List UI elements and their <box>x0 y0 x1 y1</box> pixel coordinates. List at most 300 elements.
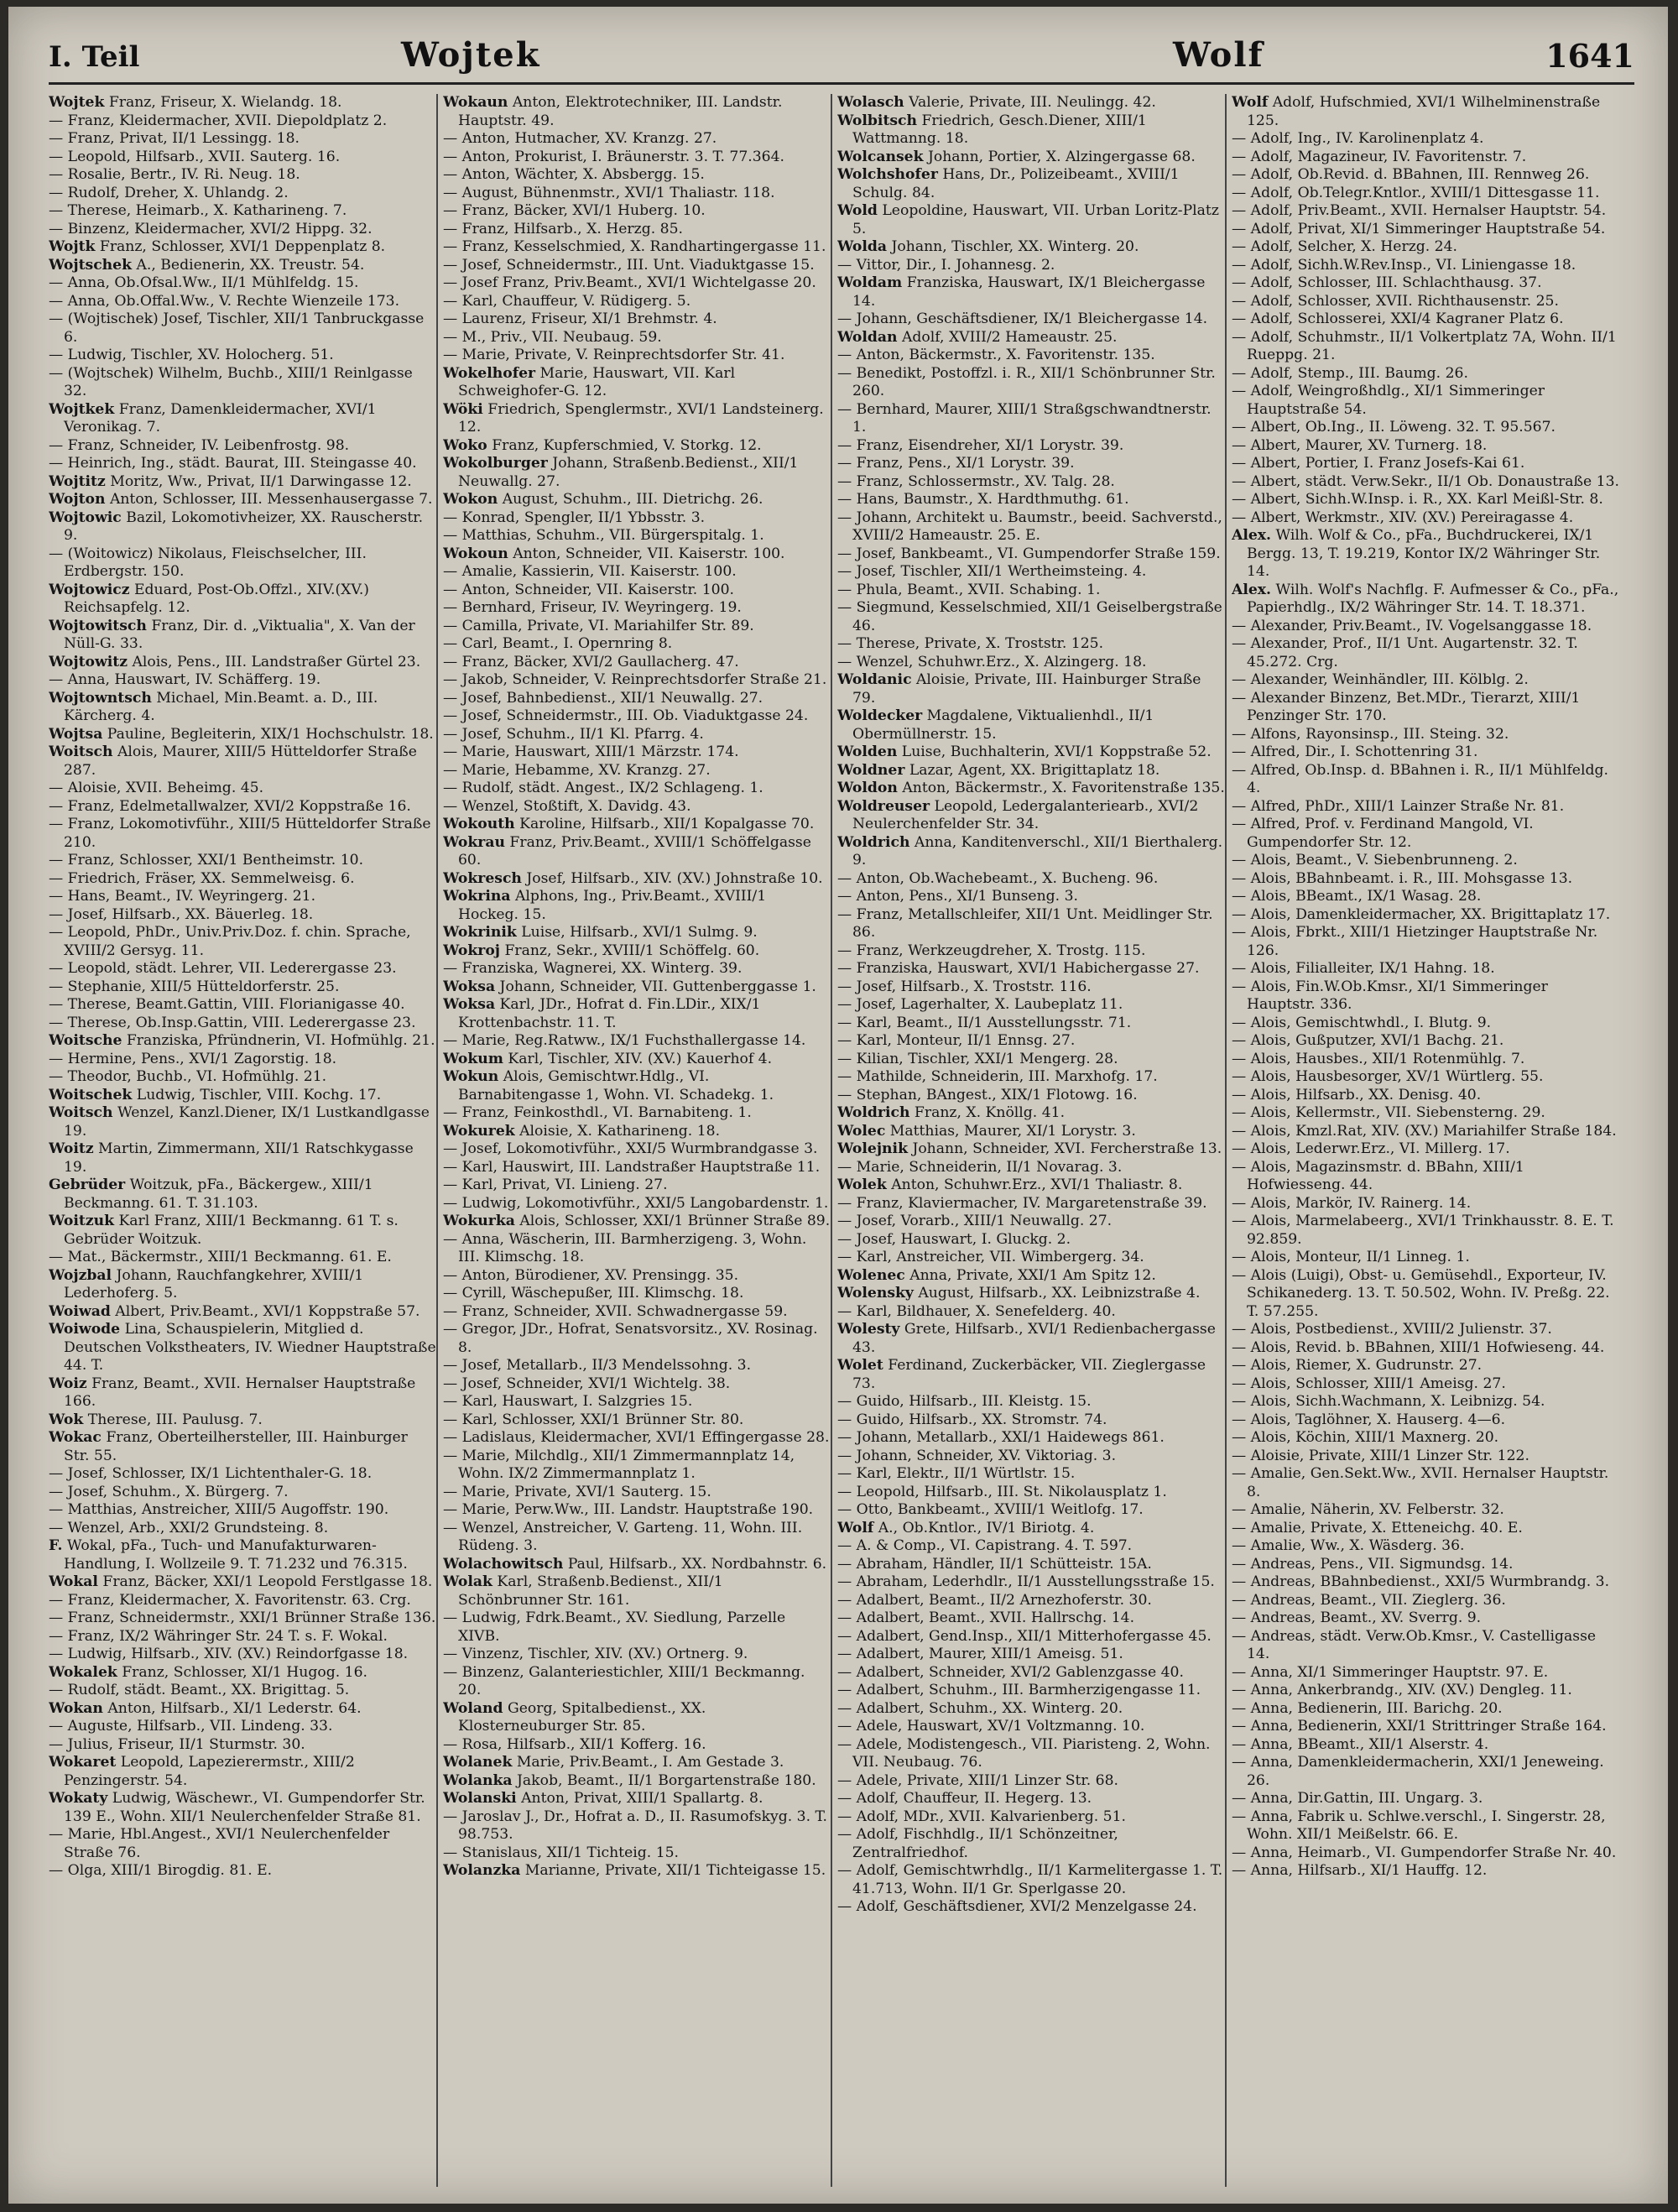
directory-entry: — Alois, Kmzl.Rat, XIV. (XV.) Mariahilfer Straße 184. <box>1232 1122 1617 1140</box>
directory-entry: — Karl, Hauswart, I. Salzgries 15. <box>443 1393 693 1410</box>
directory-entry: — Karl, Bildhauer, X. Senefelderg. 40. <box>837 1302 1116 1320</box>
directory-entry: — Hans, Beamt., IV. Weyringerg. 21. <box>49 888 316 905</box>
directory-entry: — Adalbert, Beamt., XVII. Hallrschg. 14. <box>837 1609 1135 1626</box>
directory-entry: — Adolf, Stemp., III. Baumg. 26. <box>1232 364 1468 382</box>
directory-entry: — Adolf, Priv.Beamt., XVII. Hernalser Hauptstr. 54. <box>1232 202 1607 219</box>
directory-entry: Wojtek Franz, Friseur, X. Wielandg. 18. <box>49 94 342 111</box>
directory-entry: — Albert, städt. Verw.Sekr., II/1 Ob. Donaustraße 13. <box>1232 472 1619 490</box>
directory-entry: — Franz, Schneidermstr., XXI/1 Brünner Straße 136. <box>49 1609 436 1626</box>
directory-entry: Wojtkek Franz, Damenkleidermacher, XVI/1 Veronikag. 7. <box>49 400 377 436</box>
directory-entry: — Ludwig, Lokomotivführ., XXI/5 Langobardenstr. 1. <box>443 1194 829 1212</box>
column-1 <box>49 94 438 2187</box>
directory-entry: — Adolf, Weingroßhdlg., XI/1 Simmeringer Hauptstraße 54. <box>1232 383 1545 418</box>
directory-entry: — Leopold, PhDr., Univ.Priv.Doz. f. chin. Sprache, XVIII/2 Gersyg. 11. <box>49 924 411 959</box>
directory-entry: — Karl, Monteur, II/1 Ennsg. 27. <box>837 1032 1076 1049</box>
directory-entry: — Amalie, Kassierin, VII. Kaiserstr. 100. <box>443 563 737 580</box>
directory-entry: Wok Therese, III. Paulusg. 7. <box>49 1411 263 1428</box>
directory-entry: — Hermine, Pens., XVI/1 Zagorstig. 18. <box>49 1050 337 1067</box>
directory-entry: — Stephan, BAngest., XIX/1 Flotowg. 16. <box>837 1086 1138 1103</box>
directory-entry: Wolanski Anton, Privat, XIII/1 Spallartg. 8. <box>443 1790 763 1807</box>
directory-entry: — Josef, Schneider, XVI/1 Wichtelg. 38. <box>443 1375 731 1392</box>
directory-entry: — Franz, Schlossermstr., XV. Talg. 28. <box>837 472 1115 490</box>
directory-entry: Woko Franz, Kupferschmied, V. Storkg. 12. <box>443 436 762 454</box>
directory-entry: — Ladislaus, Kleidermacher, XVI/1 Effingergasse 28. <box>443 1429 830 1446</box>
directory-entry: Wolbitsch Friedrich, Gesch.Diener, XIII/1 Wattmanng. 18. <box>837 112 1147 147</box>
directory-entry: — Alexander, Weinhändler, III. Kölblg. 2. <box>1232 671 1529 688</box>
directory-entry: — Anton, Ob.Wachebeamt., X. Bucheng. 96. <box>837 869 1159 887</box>
directory-entry: — Bernhard, Maurer, XIII/1 Straßgschwandtnerstr. 1. <box>837 400 1212 436</box>
directory-entry: — August, Bühnenmstr., XVI/1 Thaliastr. 118. <box>443 184 775 201</box>
directory-entry: — Leopold, Hilfsarb., XVII. Sauterg. 16. <box>49 148 341 165</box>
directory-entry: — Julius, Friseur, II/1 Sturmstr. 30. <box>49 1735 305 1753</box>
directory-entry: — Alois, Filialleiter, IX/1 Hahng. 18. <box>1232 960 1495 977</box>
directory-entry: — Mat., Bäckermstr., XIII/1 Beckmanng. 61. E. <box>49 1249 392 1265</box>
directory-entry: Alex. Wilh. Wolf & Co., pFa., Buchdruckerei, IX/1 Bergg. 13, T. 19.219, Kontor IX/2 Währinger Str. 14. <box>1232 527 1601 580</box>
directory-entry: — Jakob, Schneider, V. Reinprechtsdorfer Straße 21. <box>443 671 827 688</box>
directory-entry: — Karl, Privat, VI. Linieng. 27. <box>443 1176 668 1193</box>
directory-entry: — Wenzel, Schuhwr.Erz., X. Alzingerg. 18. <box>837 653 1147 670</box>
directory-entry: Wojtowicz Eduard, Post-Ob.Offzl., XIV.(XV.) Reichsapfelg. 12. <box>49 581 369 616</box>
directory-entry: — Kilian, Tischler, XXI/1 Mengerg. 28. <box>837 1050 1118 1067</box>
directory-entry: — Albert, Werkmstr., XIV. (XV.) Pereiragasse 4. <box>1232 509 1574 526</box>
directory-entry: — Franz, Schlosser, XXI/1 Bentheimstr. 10. <box>49 852 364 869</box>
directory-entry: — Alexander Binzenz, Bet.MDr., Tierarzt, XIII/1 Penzinger Str. 170. <box>1232 689 1581 724</box>
directory-entry: Wokalek Franz, Schlosser, XI/1 Hugog. 16. <box>49 1663 367 1681</box>
directory-entry: — Cyrill, Wäschepußer, III. Klimschg. 18. <box>443 1285 744 1302</box>
directory-entry: Woitz Martin, Zimmermann, XII/1 Ratschkygasse 19. <box>49 1140 414 1176</box>
directory-entry: Wokelhofer Marie, Hauswart, VII. Karl Schweighofer-G. 12. <box>443 364 736 399</box>
directory-entry: — Amalie, Ww., X. Wäsderg. 36. <box>1232 1537 1465 1554</box>
directory-entry: — (Woitowicz) Nikolaus, Fleischselcher, III. Erdbergstr. 150. <box>49 545 367 580</box>
directory-entry: Wolejnik Johann, Schneider, XVI. Fercherstraße 13. <box>837 1140 1222 1157</box>
directory-entry: — Anna, BBeamt., XII/1 Alserstr. 4. <box>1232 1735 1489 1753</box>
directory-entry: — Wenzel, Arb., XXI/2 Grundsteing. 8. <box>49 1519 329 1536</box>
directory-entry: — Rudolf, Dreher, X. Uhlandg. 2. <box>49 184 289 201</box>
directory-entry: — Andreas, BBahnbedienst., XXI/5 Wurmbrandg. 3. <box>1232 1573 1610 1590</box>
directory-entry: — Franz, Kleidermacher, X. Favoritenstr. 63. Crg. <box>49 1591 411 1609</box>
directory-entry: — Anna, Hauswart, IV. Schäfferg. 19. <box>49 671 321 688</box>
directory-entry: — Johann, Geschäftsdiener, IX/1 Bleichergasse 14. <box>837 310 1208 327</box>
directory-entry: — Laurenz, Friseur, XI/1 Brehmstr. 4. <box>443 310 717 327</box>
directory-entry: — Konrad, Spengler, II/1 Ybbsstr. 3. <box>443 509 706 526</box>
directory-entry: — Franz, Feinkosthdl., VI. Barnabiteng. 1. <box>443 1104 752 1121</box>
directory-entry: — Anna, Hilfsarb., XI/1 Hauffg. 12. <box>1232 1862 1488 1879</box>
directory-entry: — Wenzel, Anstreicher, V. Garteng. 11, Wohn. III. Rüdeng. 3. <box>443 1519 803 1554</box>
directory-entry: — Marie, Private, V. Reinprechtsdorfer Str. 41. <box>443 347 785 363</box>
directory-entry: Wolet Ferdinand, Zuckerbäcker, VII. Zieglergasse 73. <box>837 1357 1206 1392</box>
directory-entry: — Alois, Hilfsarb., XX. Denisg. 40. <box>1232 1086 1482 1103</box>
directory-entry: — Josef, Lagerhalter, X. Laubeplatz 11. <box>837 996 1123 1013</box>
directory-entry: — Anton, Pens., XI/1 Bunseng. 3. <box>837 888 1079 905</box>
directory-entry: Wolensky August, Hilfsarb., XX. Leibnizstraße 4. <box>837 1285 1201 1302</box>
directory-entry: — Anna, Ankerbrandg., XIV. (XV.) Dengleg. 11. <box>1232 1682 1572 1698</box>
directory-entry: — Alois, Monteur, II/1 Linneg. 1. <box>1232 1249 1470 1265</box>
directory-entry: — Anna, Dir.Gattin, III. Ungarg. 3. <box>1232 1790 1483 1807</box>
directory-entry: Woiwad Albert, Priv.Beamt., XVI/1 Koppstraße 57. <box>49 1302 420 1320</box>
directory-entry: — Adolf, Selcher, X. Herzg. 24. <box>1232 238 1458 255</box>
directory-entry: — (Wojtschek) Wilhelm, Buchb., XIII/1 Reinlgasse 32. <box>49 364 413 399</box>
directory-entry: — Karl, Beamt., II/1 Ausstellungsstr. 71. <box>837 1014 1132 1031</box>
directory-entry: — Franziska, Wagnerei, XX. Winterg. 39. <box>443 960 743 977</box>
directory-entry: — Alois, BBeamt., IX/1 Wasag. 28. <box>1232 888 1482 905</box>
directory-entry: — Andreas, städt. Verw.Ob.Kmsr., V. Castelligasse 14. <box>1232 1627 1597 1662</box>
column-2 <box>443 94 832 2187</box>
last-keyword: Wolf <box>1173 35 1264 75</box>
directory-entry: — Franz, Lokomotivführ., XIII/5 Hütteldorfer Straße 210. <box>49 816 431 851</box>
directory-entry: — Alois, Beamt., V. Siebenbrunneng. 2. <box>1232 852 1518 869</box>
directory-entry: — Guido, Hilfsarb., XX. Stromstr. 74. <box>837 1411 1107 1428</box>
directory-entry: — Marie, Schneiderin, II/1 Novarag. 3. <box>837 1158 1123 1176</box>
directory-entry: Wolf A., Ob.Kntlor., IV/1 Biriotg. 4. <box>837 1519 1095 1536</box>
directory-entry: — Rosalie, Bertr., IV. Ri. Neug. 18. <box>49 166 300 183</box>
directory-entry: — Wenzel, Stoßtift, X. Davidg. 43. <box>443 797 691 815</box>
directory-entry: Wokrinik Luise, Hilfsarb., XVI/1 Sulmg. 9. <box>443 924 758 941</box>
directory-entry: Woitsche Franziska, Pfründnerin, VI. Hofmühlg. 21. <box>49 1032 435 1049</box>
directory-entry: — Binzenz, Galanteriestichler, XIII/1 Beckmanng. 20. <box>443 1663 805 1698</box>
column-3 <box>837 94 1227 2187</box>
directory-entry: — Alexander, Prof., II/1 Unt. Augartenstr. 32. T. 45.272. Crg. <box>1232 635 1578 670</box>
directory-entry: Woiwode Lina, Schauspielerin, Mitglied d. Deutschen Volkstheaters, IV. Wiedner Hauptstraße 44. T. <box>49 1321 436 1374</box>
directory-entry: — Josef, Schneidermstr., III. Unt. Viaduktgasse 15. <box>443 256 815 274</box>
directory-entry: — Alfons, Rayonsinsp., III. Steing. 32. <box>1232 725 1509 743</box>
directory-entry: — Alois, Damenkleidermacher, XX. Brigittaplatz 17. <box>1232 905 1611 923</box>
directory-entry: Wokresch Josef, Hilfsarb., XIV. (XV.) Johnstraße 10. <box>443 869 823 887</box>
directory-entry: — Guido, Hilfsarb., III. Kleistg. 15. <box>837 1393 1092 1410</box>
directory-entry: — Karl, Anstreicher, VII. Wimbergerg. 34. <box>837 1249 1144 1265</box>
directory-entry: Woldreuser Leopold, Ledergalanteriearb., XVI/2 Neulerchenfelder Str. 34. <box>837 797 1199 832</box>
directory-entry: — Alois, Riemer, X. Gudrunstr. 27. <box>1232 1357 1483 1374</box>
directory-entry: — Rudolf, städt. Angest., IX/2 Schlageng. 1. <box>443 780 763 796</box>
directory-entry: — Alois, BBahnbeamt. i. R., III. Mohsgasse 13. <box>1232 869 1573 887</box>
directory-entry: — Adolf, Sichh.W.Rev.Insp., VI. Liniengasse 18. <box>1232 256 1576 274</box>
directory-entry: Woldam Franziska, Hauswart, IX/1 Bleichergasse 14. <box>837 274 1206 310</box>
directory-entry: — Carl, Beamt., I. Opernring 8. <box>443 635 673 652</box>
directory-entry: — Andreas, Beamt., VII. Zieglerg. 36. <box>1232 1591 1506 1609</box>
directory-entry: — Anna, Ob.Ofsal.Ww., II/1 Mühlfeldg. 15. <box>49 274 359 291</box>
directory-entry: Woldecker Magdalene, Viktualienhdl., II/1 Obermüllnerstr. 15. <box>837 707 1154 743</box>
directory-entry: — Anton, Bäckermstr., X. Favoritenstr. 135. <box>837 347 1155 363</box>
directory-entry: — Amalie, Private, X. Etteneichg. 40. E. <box>1232 1519 1523 1536</box>
directory-entry: Woldon Anton, Bäckermstr., X. Favoritenstraße 135. <box>837 780 1225 796</box>
directory-entry: — Adolf, Chauffeur, II. Hegerg. 13. <box>837 1790 1092 1807</box>
directory-entry: Wöki Friedrich, Spenglermstr., XVI/1 Landsteinerg. 12. <box>443 400 824 436</box>
directory-entry: — Therese, Beamt.Gattin, VIII. Florianigasse 40. <box>49 996 405 1013</box>
directory-entry: Wokaty Ludwig, Wäschewr., VI. Gumpendorfer Str. 139 E., Wohn. XII/1 Neulerchenfelder Straße 81. <box>49 1790 425 1825</box>
directory-entry: Wokrina Alphons, Ing., Priv.Beamt., XVIII/1 Hockeg. 15. <box>443 888 767 923</box>
directory-page <box>8 7 1668 2204</box>
directory-entry: — Josef, Schuhm., II/1 Kl. Pfarrg. 4. <box>443 725 704 743</box>
directory-entry: — Anna, Ob.Offal.Ww., V. Rechte Wienzeile 173. <box>49 292 400 310</box>
directory-entry: — Alois, Revid. b. BBahnen, XIII/1 Hofwieseng. 44. <box>1232 1338 1605 1356</box>
directory-entry: — Adalbert, Gend.Insp., XII/1 Mitterhofergasse 45. <box>837 1627 1212 1645</box>
directory-entry: — Alois, Marmelabeerg., XVI/1 Trinkhausstr. 8. E. T. 92.859. <box>1232 1213 1614 1248</box>
directory-entry: — Karl, Elektr., II/1 Würtlstr. 15. <box>837 1465 1076 1482</box>
directory-entry: Wolak Karl, Straßenb.Bedienst., XII/1 Schönbrunner Str. 161. <box>443 1573 723 1609</box>
directory-entry: — Marie, Perw.Ww., III. Landstr. Hauptstraße 190. <box>443 1501 814 1518</box>
directory-entry: Gebrüder Woitzuk, pFa., Bäckergew., XIII/1 Beckmanng. 61. T. 31.103. <box>49 1176 373 1212</box>
directory-entry: Wolchshofer Hans, Dr., Polizeibeamt., XVIII/1 Schulg. 84. <box>837 166 1180 201</box>
directory-entry: — Franz, Werkzeugdreher, X. Trostg. 115. <box>837 942 1146 959</box>
directory-entry: — Alois, Markör, IV. Rainerg. 14. <box>1232 1194 1472 1212</box>
directory-entry: — Johann, Schneider, XV. Viktoriag. 3. <box>837 1447 1117 1464</box>
directory-entry: — Ludwig, Hilfsarb., XIV. (XV.) Reindorfgasse 18. <box>49 1646 409 1662</box>
directory-entry: — Anton, Schneider, VII. Kaiserstr. 100. <box>443 581 734 598</box>
directory-entry: — Vinzenz, Tischler, XIV. (XV.) Ortnerg. 9. <box>443 1646 748 1662</box>
directory-entry: — Leopold, städt. Lehrer, VII. Lederergasse 23. <box>49 960 397 977</box>
directory-entry: Wojton Anton, Schlosser, III. Messenhausergasse 7. <box>49 491 433 508</box>
directory-entry: Woitsch Alois, Maurer, XIII/5 Hütteldorfer Straße 287. <box>49 743 417 779</box>
directory-entry: — Stanislaus, XII/1 Tichteig. 15. <box>443 1844 680 1861</box>
directory-entry: — Adolf, Gemischtwrhdlg., II/1 Karmelitergasse 1. T. 41.713, Wohn. II/1 Gr. Sperlgasse 20. <box>837 1862 1223 1897</box>
directory-entry: — Aloisie, Private, XIII/1 Linzer Str. 122. <box>1232 1447 1529 1464</box>
directory-entry: Wolf Adolf, Hufschmied, XVI/1 Wilhelminenstraße 125. <box>1232 94 1601 129</box>
directory-entry: Alex. Wilh. Wolf's Nachflg. F. Aufmesser & Co., pFa., Papierhdlg., IX/2 Währinger Str. 14. T. 18.371. <box>1232 581 1619 616</box>
columns <box>49 94 1634 2187</box>
directory-entry: — Gregor, JDr., Hofrat, Senatsvorsitz., XV. Rosinag. 8. <box>443 1321 818 1356</box>
directory-entry: — Alfred, Ob.Insp. d. BBahnen i. R., II/1 Mühlfeldg. 4. <box>1232 761 1608 796</box>
directory-entry: — M., Priv., VII. Neubaug. 59. <box>443 328 662 346</box>
directory-entry: — Auguste, Hilfsarb., VII. Lindeng. 33. <box>49 1718 333 1735</box>
directory-entry: Woldan Adolf, XVIII/2 Hameaustr. 25. <box>837 328 1118 346</box>
directory-entry: — Alois, Gemischtwhdl., I. Blutg. 9. <box>1232 1014 1492 1031</box>
directory-entry: — Anna, Bedienerin, III. Barichg. 20. <box>1232 1699 1503 1717</box>
directory-entry: — Theodor, Buchb., VI. Hofmühlg. 21. <box>49 1068 327 1085</box>
directory-entry: Wojtschek A., Bedienerin, XX. Treustr. 54. <box>49 256 365 274</box>
directory-entry: — Marie, Hauswart, XIII/1 Märzstr. 174. <box>443 743 739 760</box>
directory-entry: — Franz, Eisendreher, XI/1 Lorystr. 39. <box>837 436 1124 454</box>
directory-entry: Wokurka Alois, Schlosser, XXI/1 Brünner Straße 89. <box>443 1213 831 1229</box>
directory-entry: — Alois, Postbedienst., XVIII/2 Julienstr. 37. <box>1232 1321 1552 1338</box>
directory-entry: — Amalie, Näherin, XV. Felberstr. 32. <box>1232 1501 1504 1518</box>
directory-entry: Wojtsa Pauline, Begleiterin, XIX/1 Hochschulstr. 18. <box>49 725 434 743</box>
directory-entry: — Adolf, Ing., IV. Karolinenplatz 4. <box>1232 130 1484 147</box>
directory-entry: — Abraham, Lederhdlr., II/1 Ausstellungsstraße 15. <box>837 1573 1215 1590</box>
directory-entry: Wokurek Aloisie, X. Katharineng. 18. <box>443 1122 721 1140</box>
directory-entry: — Alfred, PhDr., XIII/1 Lainzer Straße Nr. 81. <box>1232 797 1565 815</box>
directory-entry: — Marie, Hebamme, XV. Kranzg. 27. <box>443 761 711 779</box>
directory-entry: — Bernhard, Friseur, IV. Weyringerg. 19. <box>443 599 742 616</box>
directory-entry: — Adalbert, Schneider, XVI/2 Gablenzgasse 40. <box>837 1663 1184 1681</box>
directory-entry: — Josef Franz, Priv.Beamt., XVI/1 Wichtelgasse 20. <box>443 274 816 291</box>
directory-entry: — Adolf, Schlosser, III. Schlachthausg. 37. <box>1232 274 1542 291</box>
directory-entry: — Alois, Fbrkt., XIII/1 Hietzinger Hauptstraße Nr. 126. <box>1232 924 1598 959</box>
directory-entry: — Marie, Private, XVI/1 Sauterg. 15. <box>443 1483 711 1500</box>
directory-entry: — Therese, Private, X. Troststr. 125. <box>837 635 1104 652</box>
directory-entry: — Alois, Schlosser, XIII/1 Ameisg. 27. <box>1232 1375 1506 1392</box>
directory-entry: — Therese, Ob.Insp.Gattin, VIII. Lederergasse 23. <box>49 1014 416 1031</box>
directory-entry: — Adolf, Magazineur, IV. Favoritenstr. 7. <box>1232 148 1527 165</box>
directory-entry: — Benedikt, Postoffzl. i. R., XII/1 Schönbrunner Str. 260. <box>837 364 1216 399</box>
directory-entry: — Anna, Bedienerin, XXI/1 Strittringer Straße 164. <box>1232 1718 1607 1735</box>
directory-entry: — Josef, Hilfsarb., X. Troststr. 116. <box>837 978 1092 995</box>
directory-entry: — Alexander, Priv.Beamt., IV. Vogelsanggasse 18. <box>1232 617 1592 634</box>
directory-entry: — Stephanie, XIII/5 Hütteldorferstr. 25. <box>49 978 340 995</box>
directory-entry: Wokon August, Schuhm., III. Dietrichg. 26. <box>443 491 763 508</box>
directory-entry: Woldanic Aloisie, Private, III. Hainburger Straße 79. <box>837 671 1201 707</box>
directory-entry: Woitschek Ludwig, Tischler, VIII. Kochg. 17. <box>49 1086 382 1103</box>
directory-entry: — Franziska, Hauswart, XVI/1 Habichergasse 27. <box>837 960 1200 977</box>
directory-entry: — Marie, Hbl.Angest., XVI/1 Neulerchenfelder Straße 76. <box>49 1826 390 1861</box>
directory-entry: — Rudolf, städt. Beamt., XX. Brigittag. 5. <box>49 1682 350 1698</box>
directory-entry: Wolenec Anna, Private, XXI/1 Am Spitz 12. <box>837 1266 1156 1284</box>
directory-entry: — Josef, Bahnbedienst., XII/1 Neuwallg. 27. <box>443 689 763 707</box>
directory-entry: — Adalbert, Beamt., II/2 Arnezhoferstr. 30. <box>837 1591 1152 1609</box>
directory-entry: Wojtowitsch Franz, Dir. d. „Viktualia", X. Van der Nüll-G. 33. <box>49 617 415 652</box>
directory-entry: Wolec Matthias, Maurer, XI/1 Lorystr. 3. <box>837 1122 1136 1140</box>
directory-entry: — Franz, Schneider, XVII. Schwadnergasse 59. <box>443 1302 788 1320</box>
directory-entry: — Abraham, Händler, II/1 Schütteistr. 15A. <box>837 1555 1152 1573</box>
directory-entry: Wolanka Jakob, Beamt., II/1 Borgartenstraße 180. <box>443 1771 816 1789</box>
directory-entry: — Franz, Bäcker, XVI/2 Gaullacherg. 47. <box>443 653 739 670</box>
directory-entry: — A. & Comp., VI. Capistrang. 4. T. 597. <box>837 1537 1133 1554</box>
directory-entry: Woldrich Anna, Kanditenverschl., XII/1 Bierthalerg. 9. <box>837 833 1223 869</box>
directory-entry: — Adele, Hauswart, XV/1 Voltzmanng. 10. <box>837 1718 1145 1735</box>
directory-entry: Woldrich Franz, X. Knöllg. 41. <box>837 1104 1066 1121</box>
directory-entry: — Franz, Privat, II/1 Lessingg. 18. <box>49 130 300 147</box>
directory-entry: — Alois, Lederwr.Erz., VI. Millerg. 17. <box>1232 1140 1510 1157</box>
directory-entry: — Adolf, MDr., XVII. Kalvarienberg. 51. <box>837 1808 1126 1825</box>
directory-entry: — Johann, Metallarb., XXI/1 Haidewegs 861. <box>837 1429 1165 1446</box>
directory-entry: Woitsch Wenzel, Kanzl.Diener, IX/1 Lustkandlgasse 19. <box>49 1104 430 1140</box>
directory-entry: — Adalbert, Schuhm., III. Barmherzigengasse 11. <box>837 1682 1201 1698</box>
directory-entry: — Therese, Heimarb., X. Katharineng. 7. <box>49 202 347 219</box>
directory-entry: — Phula, Beamt., XVII. Schabing. 1. <box>837 581 1101 598</box>
directory-entry: — Josef, Vorarb., XIII/1 Neuwallg. 27. <box>837 1213 1113 1229</box>
directory-entry: — Albert, Portier, I. Franz Josefs-Kai 61. <box>1232 455 1525 472</box>
directory-entry: Woiz Franz, Beamt., XVII. Hernalser Hauptstraße 166. <box>49 1375 416 1410</box>
directory-entry: Wojzbal Johann, Rauchfangkehrer, XVIII/1 Lederhoferg. 5. <box>49 1266 364 1302</box>
directory-entry: — Binzenz, Kleidermacher, XVI/2 Hippg. 32. <box>49 220 373 237</box>
directory-entry: — Matthias, Anstreicher, XIII/5 Augoffstr. 190. <box>49 1501 389 1518</box>
first-keyword: Wojtek <box>401 35 541 75</box>
directory-entry: Wojtk Franz, Schlosser, XVI/1 Deppenplatz 8. <box>49 238 386 255</box>
directory-entry: — Josef, Schlosser, IX/1 Lichtenthaler-G. 18. <box>49 1465 373 1482</box>
directory-entry: Wokoun Anton, Schneider, VII. Kaiserstr. 100. <box>443 545 785 562</box>
directory-entry: Woitzuk Karl Franz, XIII/1 Beckmanng. 61 T. s. Gebrüder Woitzuk. <box>49 1213 399 1248</box>
directory-entry: — Adolf, Ob.Telegr.Kntlor., XVIII/1 Dittesgasse 11. <box>1232 184 1600 201</box>
directory-entry: Wokun Alois, Gemischtwr.Hdlg., VI. Barnabitengasse 1, Wohn. VI. Schadekg. 1. <box>443 1068 774 1103</box>
directory-entry: Wolcansek Johann, Portier, X. Alzingergasse 68. <box>837 148 1196 165</box>
directory-entry: — Amalie, Gen.Sekt.Ww., XVII. Hernalser Hauptstr. 8. <box>1232 1465 1609 1500</box>
directory-entry: — Franz, Klaviermacher, IV. Margaretenstraße 39. <box>837 1194 1207 1212</box>
directory-entry: Wokal Franz, Bäcker, XXI/1 Leopold Ferstlgasse 18. <box>49 1573 433 1590</box>
directory-entry: Wokum Karl, Tischler, XIV. (XV.) Kauerhof 4. <box>443 1050 773 1067</box>
directory-entry: Wojtowitz Alois, Pens., III. Landstraßer Gürtel 23. <box>49 653 421 670</box>
directory-entry: Wojtitz Moritz, Ww., Privat, II/1 Darwingasse 12. <box>49 472 412 490</box>
directory-entry: — Alois, Taglöhner, X. Hauserg. 4—6. <box>1232 1411 1506 1428</box>
directory-entry: — Josef, Hauswart, I. Gluckg. 2. <box>837 1230 1071 1248</box>
directory-entry: — Alois, Kellermstr., VII. Siebensterng. 29. <box>1232 1104 1545 1121</box>
directory-entry: — Alfred, Prof. v. Ferdinand Mangold, VI. Gumpendorfer Str. 12. <box>1232 816 1534 851</box>
directory-entry: — Franz, Metallschleifer, XII/1 Unt. Meidlinger Str. 86. <box>837 905 1213 941</box>
directory-entry: F. Wokal, pFa., Tuch- und Manufakturwaren-Handlung, I. Wollzeile 9. T. 71.232 und 76.315. <box>49 1537 408 1573</box>
directory-entry: Woldner Lazar, Agent, XX. Brigittaplatz 18. <box>837 761 1160 779</box>
directory-entry: Wojtowntsch Michael, Min.Beamt. a. D., III. Kärcherg. 4. <box>49 689 378 724</box>
directory-entry: — Alois, Hausbesorger, XV/1 Würtlerg. 55. <box>1232 1068 1544 1085</box>
page-header <box>49 32 1634 85</box>
directory-entry: Wolasch Valerie, Private, III. Neulingg. 42. <box>837 94 1156 111</box>
directory-entry: Wokan Anton, Hilfsarb., XI/1 Lederstr. 64. <box>49 1699 362 1717</box>
directory-entry: Wolesty Grete, Hilfsarb., XVI/1 Redienbachergasse 43. <box>837 1321 1216 1356</box>
directory-entry: — Josef, Lokomotivführ., XXI/5 Wurmbrandgasse 3. <box>443 1140 818 1157</box>
directory-entry: — Marie, Reg.Ratww., IX/1 Fuchsthallergasse 14. <box>443 1032 806 1049</box>
directory-entry: — Anton, Bürodiener, XV. Prensingg. 35. <box>443 1266 739 1284</box>
page-number: 1641 <box>1545 37 1634 75</box>
directory-entry: — Alois, Fin.W.Ob.Kmsr., XI/1 Simmeringer Hauptstr. 336. <box>1232 978 1548 1013</box>
directory-entry: — Siegmund, Kesselschmied, XII/1 Geiselbergstraße 46. <box>837 599 1222 634</box>
directory-entry: — Adolf, Ob.Revid. d. BBahnen, III. Rennweg 26. <box>1232 166 1590 183</box>
directory-entry: Wolanzka Marianne, Private, XII/1 Tichteigasse 15. <box>443 1862 826 1879</box>
directory-entry: — Josef, Bankbeamt., VI. Gumpendorfer Straße 159. <box>837 545 1221 562</box>
directory-entry: — (Wojtischek) Josef, Tischler, XII/1 Tanbruckgasse 6. <box>49 310 425 346</box>
directory-entry: — Jaroslav J., Dr., Hofrat a. D., II. Rasumofskyg. 3. T. 98.753. <box>443 1808 827 1843</box>
directory-entry: — Marie, Milchdlg., XII/1 Zimmermannplatz 14, Wohn. IX/2 Zimmermannplatz 1. <box>443 1447 795 1482</box>
directory-entry: — Karl, Chauffeur, V. Rüdigerg. 5. <box>443 292 691 310</box>
directory-entry: Wolek Anton, Schuhwr.Erz., XVI/1 Thaliastr. 8. <box>837 1176 1183 1193</box>
directory-entry: Wokaret Leopold, Lapezierermstr., XIII/2 Penzingerstr. 54. <box>49 1754 355 1789</box>
directory-entry: — Camilla, Private, VI. Mariahilfer Str. 89. <box>443 617 754 634</box>
directory-entry: — Josef, Schuhm., X. Bürgerg. 7. <box>49 1483 289 1500</box>
directory-entry: — Anna, Heimarb., VI. Gumpendorfer Straße Nr. 40. <box>1232 1844 1617 1861</box>
directory-entry: — Adalbert, Maurer, XIII/1 Ameisg. 51. <box>837 1646 1123 1662</box>
directory-entry: Wold Leopoldine, Hauswart, VII. Urban Loritz-Platz 5. <box>837 202 1219 237</box>
directory-entry: — Vittor, Dir., I. Johannesg. 2. <box>837 256 1055 274</box>
directory-entry: — Olga, XIII/1 Birogdig. 81. E. <box>49 1862 273 1879</box>
directory-entry: — Alfred, Dir., I. Schottenring 31. <box>1232 743 1478 760</box>
directory-entry: — Adolf, Fischhdlg., II/1 Schönzeitner, Zentralfriedhof. <box>837 1826 1118 1861</box>
directory-entry: — Anton, Prokurist, I. Bräunerstr. 3. T. 77.364. <box>443 148 785 165</box>
directory-entry: — Otto, Bankbeamt., XVIII/1 Weitlofg. 17. <box>837 1501 1144 1518</box>
column-4 <box>1232 94 1619 2187</box>
directory-entry: Woksa Karl, JDr., Hofrat d. Fin.LDir., XIX/1 Krottenbachstr. 11. T. <box>443 996 761 1031</box>
directory-entry: — Friedrich, Fräser, XX. Semmelweisg. 6. <box>49 869 355 887</box>
directory-entry: Wokac Franz, Oberteilhersteller, III. Hainburger Str. 55. <box>49 1429 408 1464</box>
directory-entry: — Andreas, Pens., VII. Sigmundsg. 14. <box>1232 1555 1514 1573</box>
directory-entry: — Andreas, Beamt., XV. Sverrg. 9. <box>1232 1609 1482 1626</box>
directory-entry: — Adolf, Schlosser, XVII. Richthausenstr. 25. <box>1232 292 1559 310</box>
directory-entry: — Adolf, Geschäftsdiener, XVI/2 Menzelgasse 24. <box>837 1898 1197 1915</box>
directory-entry: — Franz, Pens., XI/1 Lorystr. 39. <box>837 455 1075 472</box>
directory-entry: — Hans, Baumstr., X. Hardthmuthg. 61. <box>837 491 1129 508</box>
directory-entry: — Adalbert, Schuhm., XX. Winterg. 20. <box>837 1699 1123 1717</box>
directory-entry: — Alois, Sichh.Wachmann, X. Leibnizg. 54. <box>1232 1393 1545 1410</box>
directory-entry: — Ludwig, Fdrk.Beamt., XV. Siedlung, Parzelle XIVB. <box>443 1609 786 1645</box>
directory-entry: — Leopold, Hilfsarb., III. St. Nikolausplatz 1. <box>837 1483 1167 1500</box>
directory-entry: — Josef, Tischler, XII/1 Wertheimsteing. 4. <box>837 563 1147 580</box>
directory-entry: — Anton, Hutmacher, XV. Kranzg. 27. <box>443 130 717 147</box>
directory-entry: — Anna, Damenkleidermacherin, XXI/1 Jeneweing. 26. <box>1232 1754 1604 1789</box>
directory-entry: — Franz, IX/2 Währinger Str. 24 T. s. F. Wokal. <box>49 1627 388 1645</box>
directory-entry: — Anton, Wächter, X. Absbergg. 15. <box>443 166 705 183</box>
directory-entry: — Karl, Hauswirt, III. Landstraßer Hauptstraße 11. <box>443 1158 821 1176</box>
directory-entry: — Matthias, Schuhm., VII. Bürgerspitalg. 1. <box>443 527 764 544</box>
directory-entry: — Adolf, Schuhmstr., II/1 Volkertplatz 7A, Wohn. II/1 Rueppg. 21. <box>1232 328 1617 363</box>
directory-entry: — Albert, Ob.Ing., II. Löweng. 32. T. 95.567. <box>1232 419 1556 436</box>
directory-entry: Wolachowitsch Paul, Hilfsarb., XX. Nordbahnstr. 6. <box>443 1555 827 1573</box>
directory-entry: Wokroj Franz, Sekr., XVIII/1 Schöffelg. 60. <box>443 942 760 959</box>
directory-entry: — Anna, XI/1 Simmeringer Hauptstr. 97. E. <box>1232 1663 1549 1681</box>
directory-entry: — Alois (Luigi), Obst- u. Gemüsehdl., Exporteur, IV. Schikanederg. 13. T. 50.502, Wohn. IV. Preßg. 22. T. 57.255. <box>1232 1266 1610 1320</box>
directory-entry: — Alois, Gußputzer, XVI/1 Bachg. 21. <box>1232 1032 1504 1049</box>
directory-entry: — Franz, Kesselschmied, X. Randhartingergasse 11. <box>443 238 826 255</box>
directory-entry: Wolanek Marie, Priv.Beamt., I. Am Gestade 3. <box>443 1754 784 1771</box>
directory-entry: — Franz, Hilfsarb., X. Herzg. 85. <box>443 220 683 237</box>
directory-entry: Wokolburger Johann, Straßenb.Bedienst., XII/1 Neuwallg. 27. <box>443 455 799 490</box>
directory-entry: — Adolf, Schlosserei, XXI/4 Kagraner Platz 6. <box>1232 310 1564 327</box>
directory-entry: Wojtowic Bazil, Lokomotivheizer, XX. Rauscherstr. 9. <box>49 509 424 544</box>
directory-entry: — Anna, Fabrik u. Schlwe.verschl., I. Singerstr. 28, Wohn. XII/1 Meißelstr. 66. E. <box>1232 1808 1606 1843</box>
directory-entry: — Mathilde, Schneiderin, III. Marxhofg. 17. <box>837 1068 1158 1085</box>
